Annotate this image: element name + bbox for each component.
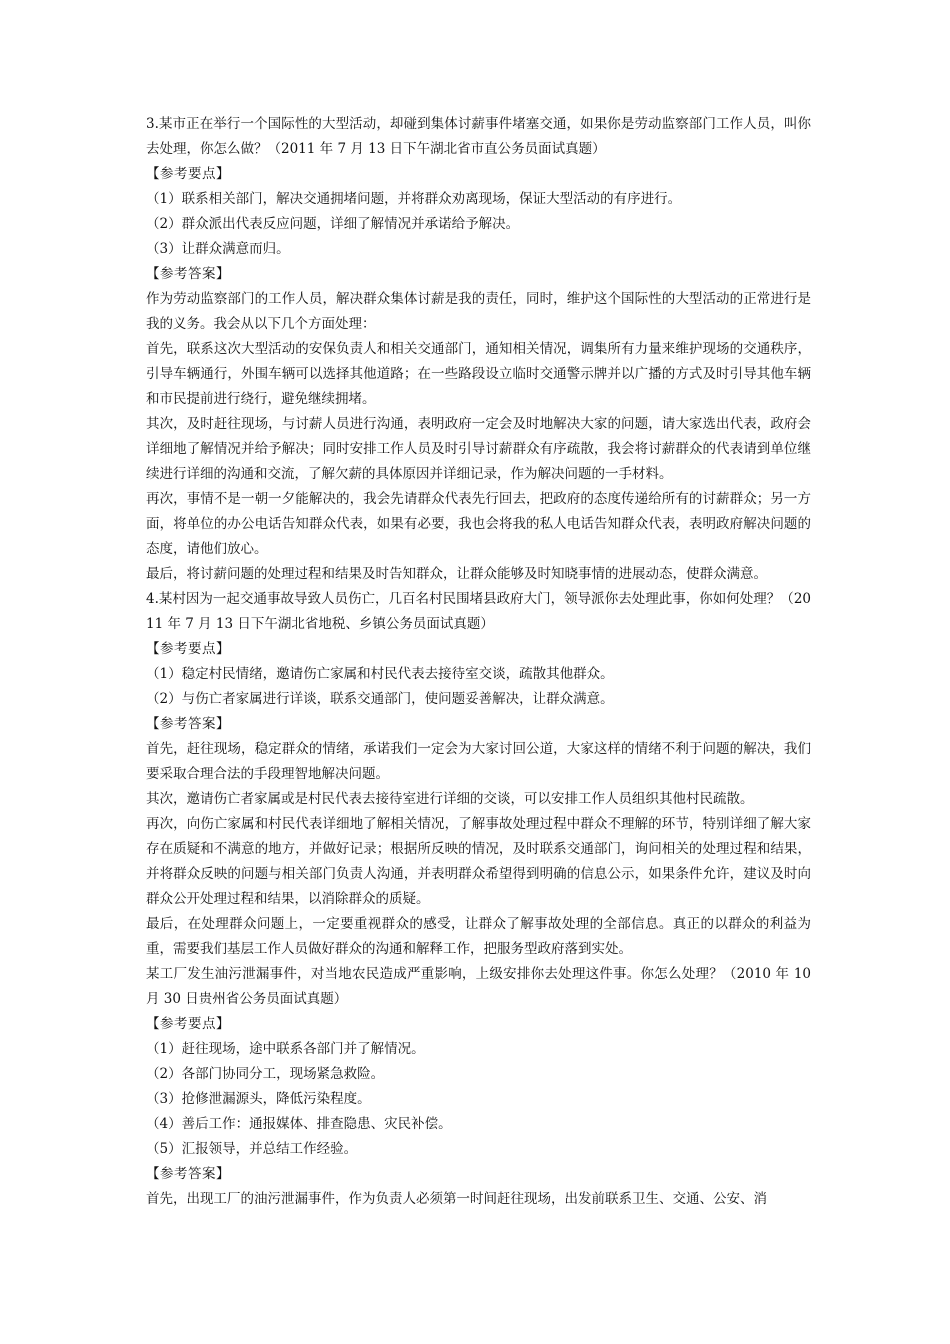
answer-paragraph: 其次，邀请伤亡者家属或是村民代表去接待室进行详细的交谈，可以安排工作人员组织其他村民疏散。 [146, 791, 754, 807]
answer-paragraph: 首先，赶往现场，稳定群众的情绪，承诺我们一定会为大家讨回公道，大家这样的情绪不利于问题的解决，我们要采取合理合法的手段理智地解决问题。 [146, 741, 811, 782]
key-point-item: （1）联系相关部门，解决交通拥堵问题，并将群众劝离现场，保证大型活动的有序进行。 [146, 191, 682, 207]
answer-paragraph: 其次，及时赶往现场，与讨薪人员进行沟通，表明政府一定会及时地解决大家的问题，请大家选出代表，政府会详细地了解情况并给予解决；同时安排工作人员及时引导讨薪群众有序疏散，我会将讨薪群众的代表请到单位继续进行详细的沟通和交流，了解欠薪的具体原因并详细记录，作为解决问题的一手材料。 [146, 416, 811, 482]
question-4-text: 4.某村因为一起交通事故导致人员伤亡，几百名村民围堵县政府大门，领导派你去处理此事，你如何处理？（2011 年 7 月 13 日下午湖北省地税、乡镇公务员面试真题） [146, 591, 811, 632]
key-point-item: （2）与伤亡者家属进行详谈，联系交通部门，使问题妥善解决，让群众满意。 [146, 691, 614, 707]
answer-paragraph: 最后，在处理群众问题上，一定要重视群众的感受，让群众了解事故处理的全部信息。真正的以群众的利益为重，需要我们基层工作人员做好群众的沟通和解释工作，把服务型政府落到实处。 [146, 916, 811, 957]
document-body [146, 112, 811, 1212]
question-5-text: 某工厂发生油污泄漏事件，对当地农民造成严重影响，上级安排你去处理这件事。你怎么处理？（2010 年 10 月 30 日贵州省公务员面试真题） [146, 966, 811, 1007]
answer-paragraph: 首先，联系这次大型活动的安保负责人和相关交通部门，通知相关情况，调集所有力量来维护现场的交通秩序，引导车辆通行，外围车辆可以选择其他道路；在一些路段设立临时交通警示牌并以广播的方式及时引导其他车辆和市民提前进行绕行，避免继续拥堵。 [146, 341, 811, 407]
key-point-item: （1）赶往现场，途中联系各部门并了解情况。 [146, 1041, 425, 1057]
key-point-item: （5）汇报领导，并总结工作经验。 [146, 1141, 358, 1157]
key-points-heading: 【参考要点】 [146, 1016, 230, 1032]
key-point-item: （3）抢修泄漏源头，降低污染程度。 [146, 1091, 371, 1107]
key-point-item: （2）群众派出代表反应问题，详细了解情况并承诺给予解决。 [146, 216, 520, 232]
answer-heading: 【参考答案】 [146, 266, 230, 282]
answer-paragraph: 作为劳动监察部门的工作人员，解决群众集体讨薪是我的责任，同时，维护这个国际性的大型活动的正常进行是我的义务。我会从以下几个方面处理： [146, 291, 811, 332]
answer-heading: 【参考答案】 [146, 716, 230, 732]
key-point-item: （1）稳定村民情绪，邀请伤亡家属和村民代表去接待室交谈，疏散其他群众。 [146, 666, 614, 682]
key-points-heading: 【参考要点】 [146, 166, 230, 182]
key-point-item: （3）让群众满意而归。 [146, 241, 290, 257]
key-point-item: （4）善后工作：通报媒体、排查隐患、灾民补偿。 [146, 1116, 452, 1132]
question-3-text: 3.某市正在举行一个国际性的大型活动，却碰到集体讨薪事件堵塞交通，如果你是劳动监察部门工作人员，叫你去处理，你怎么做？（2011 年 7 月 13 日下午湖北省市直公务员面试真题） [146, 116, 811, 157]
answer-paragraph: 再次，向伤亡家属和村民代表详细地了解相关情况，了解事故处理过程中群众不理解的环节，特别详细了解大家存在质疑和不满意的地方，并做好记录；根据所反映的情况，及时联系交通部门，询问相关的处理过程和结果，并将群众反映的问题与相关部门负责人沟通，并表明群众希望得到明确的信息公示，如果条件允许，建议及时向群众公开处理过程和结果，以消除群众的质疑。 [146, 816, 811, 907]
answer-paragraph: 再次，事情不是一朝一夕能解决的，我会先请群众代表先行回去，把政府的态度传递给所有的讨薪群众；另一方面，将单位的办公电话告知群众代表，如果有必要，我也会将我的私人电话告知群众代表，表明政府解决问题的态度，请他们放心。 [146, 491, 811, 557]
key-point-item: （2）各部门协同分工，现场紧急救险。 [146, 1066, 385, 1082]
key-points-heading: 【参考要点】 [146, 641, 230, 657]
answer-heading: 【参考答案】 [146, 1166, 230, 1182]
answer-paragraph: 首先，出现工厂的油污泄漏事件，作为负责人必须第一时间赶往现场，出发前联系卫生、交通、公安、消 [146, 1191, 767, 1207]
answer-paragraph: 最后，将讨薪问题的处理过程和结果及时告知群众，让群众能够及时知晓事情的进展动态，使群众满意。 [146, 566, 767, 582]
